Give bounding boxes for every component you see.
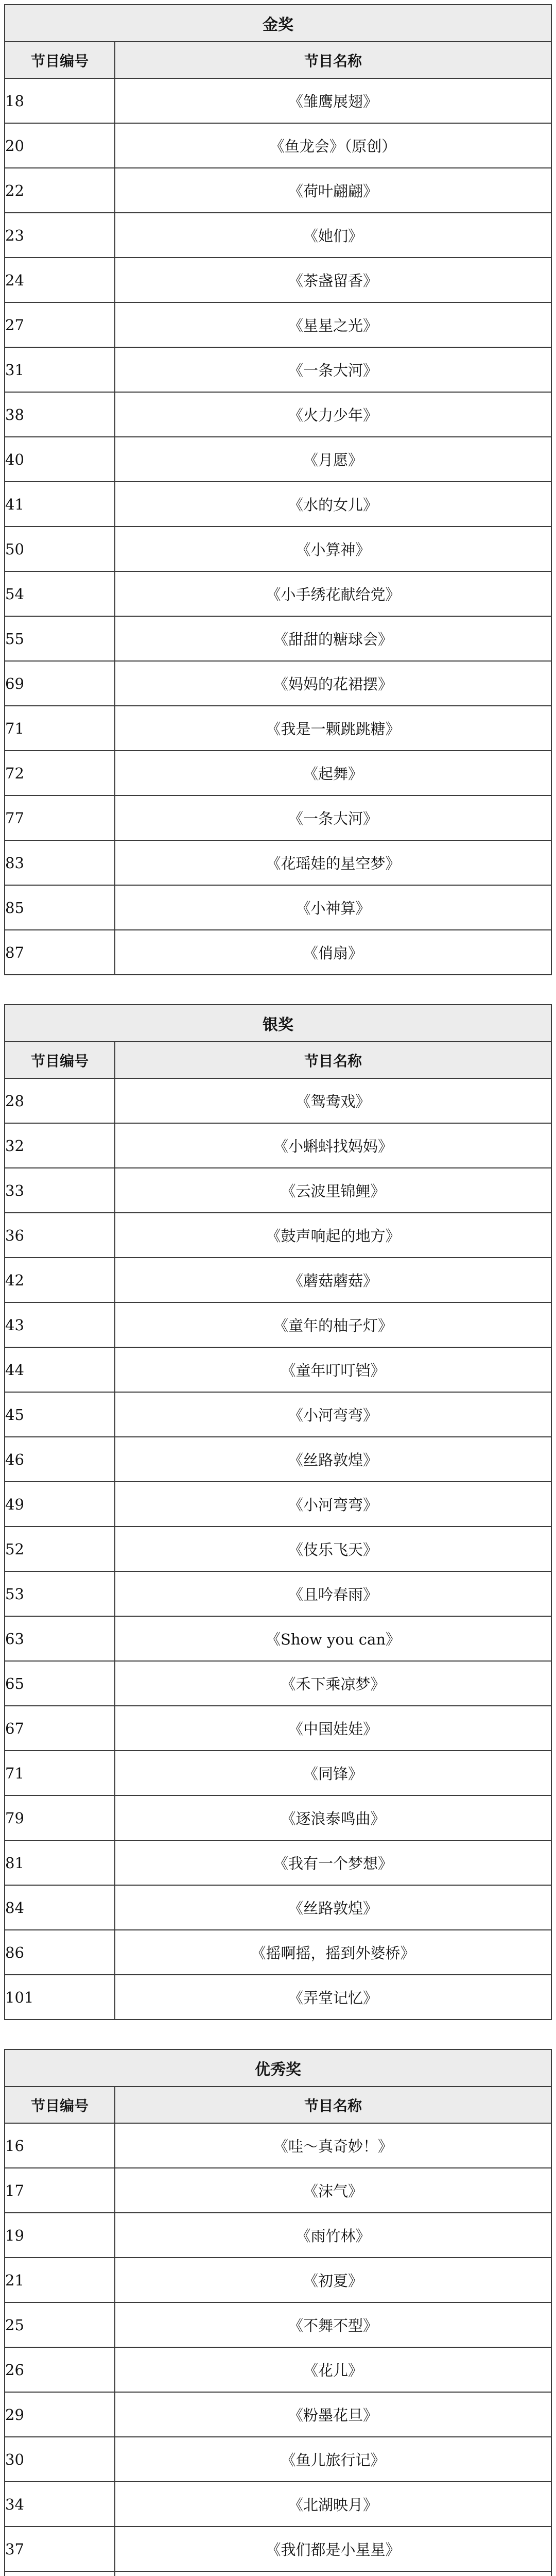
table-row <box>5 1616 551 1661</box>
section-gap <box>4 975 552 1004</box>
program-number: 24 <box>5 258 115 302</box>
table-row <box>5 1437 551 1482</box>
program-name: 《甜甜的糖球会》 <box>115 616 551 661</box>
program-number: 44 <box>5 1347 115 1392</box>
program-number: 63 <box>5 1616 115 1661</box>
program-number: 77 <box>5 795 115 840</box>
program-name: 《粉墨花旦》 <box>115 2392 551 2437</box>
program-name: 《小手绣花献给党》 <box>115 571 551 616</box>
program-name: 《禾下乘凉梦》 <box>115 1661 551 1706</box>
program-name: 《荷叶翩翩》 <box>115 168 551 213</box>
program-number: 22 <box>5 168 115 213</box>
program-number <box>5 2571 115 2576</box>
program-number: 27 <box>5 302 115 347</box>
program-number: 81 <box>5 1840 115 1885</box>
program-name: 《我们都是小星星》 <box>115 2527 551 2571</box>
table-row <box>5 2123 551 2168</box>
table-row <box>5 1347 551 1392</box>
table-row <box>5 1840 551 1885</box>
program-name: 《丝路敦煌》 <box>115 1885 551 1930</box>
table-row <box>5 1482 551 1527</box>
program-name: 《小蝌蚪找妈妈》 <box>115 1123 551 1168</box>
program-name: 《雨竹林》 <box>115 2213 551 2258</box>
table-row <box>5 1885 551 1930</box>
program-number: 85 <box>5 885 115 930</box>
program-number: 86 <box>5 1930 115 1975</box>
program-name: 《丝路敦煌》 <box>115 1437 551 1482</box>
table-row <box>5 302 551 347</box>
column-header-number: 节目编号 <box>5 1042 115 1078</box>
column-header-number: 节目编号 <box>5 42 115 78</box>
program-number: 69 <box>5 661 115 706</box>
program-number: 42 <box>5 1258 115 1302</box>
column-header-name: 节目名称 <box>115 42 551 78</box>
program-name: 《小神算》 <box>115 885 551 930</box>
table-row <box>5 1571 551 1616</box>
table-row <box>5 1078 551 1123</box>
table-row <box>5 2437 551 2482</box>
column-header-name: 节目名称 <box>115 2087 551 2123</box>
award-title: 金奖 <box>5 5 551 42</box>
table-row <box>5 2168 551 2213</box>
table-row <box>5 1258 551 1302</box>
table-row <box>5 1123 551 1168</box>
section-gap <box>4 2020 552 2049</box>
program-number: 50 <box>5 527 115 571</box>
program-number: 46 <box>5 1437 115 1482</box>
award-table <box>4 4 552 975</box>
table-row <box>5 258 551 302</box>
table-row <box>5 885 551 930</box>
award-list <box>4 4 552 2576</box>
program-name: 《且吟春雨》 <box>115 1571 551 1616</box>
table-row <box>5 2302 551 2347</box>
program-number: 33 <box>5 1168 115 1213</box>
program-name: 《伎乐飞天》 <box>115 1527 551 1571</box>
program-number: 21 <box>5 2258 115 2302</box>
program-number: 16 <box>5 2123 115 2168</box>
table-row <box>5 437 551 482</box>
table-row <box>5 1706 551 1751</box>
program-name: 《Show you can》 <box>115 1616 551 1661</box>
program-name: 《起舞》 <box>115 751 551 795</box>
program-name: 《小河弯弯》 <box>115 1482 551 1527</box>
program-name: 《雏鹰展翅》 <box>115 78 551 123</box>
table-row <box>5 168 551 213</box>
program-number: 23 <box>5 213 115 258</box>
program-name: 《摇啊摇，摇到外婆桥》 <box>115 1930 551 1975</box>
table-row <box>5 78 551 123</box>
program-number: 87 <box>5 930 115 975</box>
program-name: 《鸳鸯戏》 <box>115 1078 551 1123</box>
program-number: 19 <box>5 2213 115 2258</box>
table-row <box>5 930 551 975</box>
table-row <box>5 795 551 840</box>
program-number: 72 <box>5 751 115 795</box>
table-row <box>5 2392 551 2437</box>
program-number: 49 <box>5 1482 115 1527</box>
program-number: 71 <box>5 1751 115 1795</box>
program-number: 18 <box>5 78 115 123</box>
table-row <box>5 1527 551 1571</box>
table-row <box>5 706 551 751</box>
table-row <box>5 1392 551 1437</box>
table-row <box>5 392 551 437</box>
program-number: 32 <box>5 1123 115 1168</box>
program-number: 52 <box>5 1527 115 1571</box>
award-table <box>4 2049 552 2576</box>
program-name: 《俏扇》 <box>115 930 551 975</box>
table-row <box>5 1168 551 1213</box>
program-number: 83 <box>5 840 115 885</box>
program-name: 《星星之光》 <box>115 302 551 347</box>
program-number: 34 <box>5 2482 115 2527</box>
program-name: 《同锋》 <box>115 1751 551 1795</box>
program-name <box>115 2571 551 2576</box>
program-name: 《妈妈的花裙摆》 <box>115 661 551 706</box>
program-number: 65 <box>5 1661 115 1706</box>
table-row <box>5 1661 551 1706</box>
table-row <box>5 1975 551 2020</box>
program-name: 《小算神》 <box>115 527 551 571</box>
table-row <box>5 1213 551 1258</box>
program-name: 《月愿》 <box>115 437 551 482</box>
program-name: 《一条大河》 <box>115 795 551 840</box>
program-name: 《鼓声响起的地方》 <box>115 1213 551 1258</box>
program-name: 《小河弯弯》 <box>115 1392 551 1437</box>
program-number: 53 <box>5 1571 115 1616</box>
table-row <box>5 751 551 795</box>
program-name: 《弄堂记忆》 <box>115 1975 551 2020</box>
program-name: 《逐浪泰鸣曲》 <box>115 1795 551 1840</box>
program-name: 《蘑菇蘑菇》 <box>115 1258 551 1302</box>
program-name: 《火力少年》 <box>115 392 551 437</box>
program-number: 55 <box>5 616 115 661</box>
program-number: 25 <box>5 2302 115 2347</box>
table-row <box>5 2213 551 2258</box>
award-title: 银奖 <box>5 1005 551 1042</box>
program-name: 《我有一个梦想》 <box>115 1840 551 1885</box>
program-name: 《云波里锦鲤》 <box>115 1168 551 1213</box>
program-name: 《我是一颗跳跳糖》 <box>115 706 551 751</box>
program-number: 45 <box>5 1392 115 1437</box>
program-name: 《初夏》 <box>115 2258 551 2302</box>
program-number: 38 <box>5 392 115 437</box>
table-row <box>5 661 551 706</box>
table-row <box>5 1795 551 1840</box>
table-row <box>5 616 551 661</box>
table-row <box>5 840 551 885</box>
program-number: 29 <box>5 2392 115 2437</box>
program-name: 《中国娃娃》 <box>115 1706 551 1751</box>
table-row <box>5 2347 551 2392</box>
program-number: 36 <box>5 1213 115 1258</box>
program-number: 43 <box>5 1302 115 1347</box>
program-name: 《鱼儿旅行记》 <box>115 2437 551 2482</box>
program-name: 《鱼龙会》（原创） <box>115 123 551 168</box>
column-header-number: 节目编号 <box>5 2087 115 2123</box>
table-row <box>5 2527 551 2571</box>
program-name: 《童年的柚子灯》 <box>115 1302 551 1347</box>
program-number: 28 <box>5 1078 115 1123</box>
program-number: 79 <box>5 1795 115 1840</box>
table-row <box>5 2482 551 2527</box>
program-number: 17 <box>5 2168 115 2213</box>
program-name: 《茶盏留香》 <box>115 258 551 302</box>
program-name: 《哇～真奇妙！》 <box>115 2123 551 2168</box>
program-number: 84 <box>5 1885 115 1930</box>
program-number: 41 <box>5 482 115 527</box>
table-row <box>5 482 551 527</box>
program-name: 《不舞不型》 <box>115 2302 551 2347</box>
table-row <box>5 1302 551 1347</box>
program-name: 《一条大河》 <box>115 347 551 392</box>
table-row <box>5 347 551 392</box>
program-name: 《花瑶娃的星空梦》 <box>115 840 551 885</box>
program-number: 30 <box>5 2437 115 2482</box>
table-row <box>5 213 551 258</box>
program-number: 37 <box>5 2527 115 2571</box>
table-row <box>5 2571 551 2576</box>
program-number: 40 <box>5 437 115 482</box>
program-name: 《童年叮叮铛》 <box>115 1347 551 1392</box>
table-row <box>5 123 551 168</box>
program-number: 54 <box>5 571 115 616</box>
table-row <box>5 571 551 616</box>
program-number: 26 <box>5 2347 115 2392</box>
program-number: 101 <box>5 1975 115 2020</box>
column-header-name: 节目名称 <box>115 1042 551 1078</box>
program-number: 31 <box>5 347 115 392</box>
award-table <box>4 1004 552 2020</box>
program-name: 《沫气》 <box>115 2168 551 2213</box>
program-number: 67 <box>5 1706 115 1751</box>
table-row <box>5 527 551 571</box>
table-row <box>5 1751 551 1795</box>
table-row <box>5 2258 551 2302</box>
program-number: 71 <box>5 706 115 751</box>
award-title: 优秀奖 <box>5 2049 551 2087</box>
program-name: 《北湖映月》 <box>115 2482 551 2527</box>
program-name: 《花儿》 <box>115 2347 551 2392</box>
program-name: 《她们》 <box>115 213 551 258</box>
table-row <box>5 1930 551 1975</box>
program-number: 20 <box>5 123 115 168</box>
program-name: 《水的女儿》 <box>115 482 551 527</box>
